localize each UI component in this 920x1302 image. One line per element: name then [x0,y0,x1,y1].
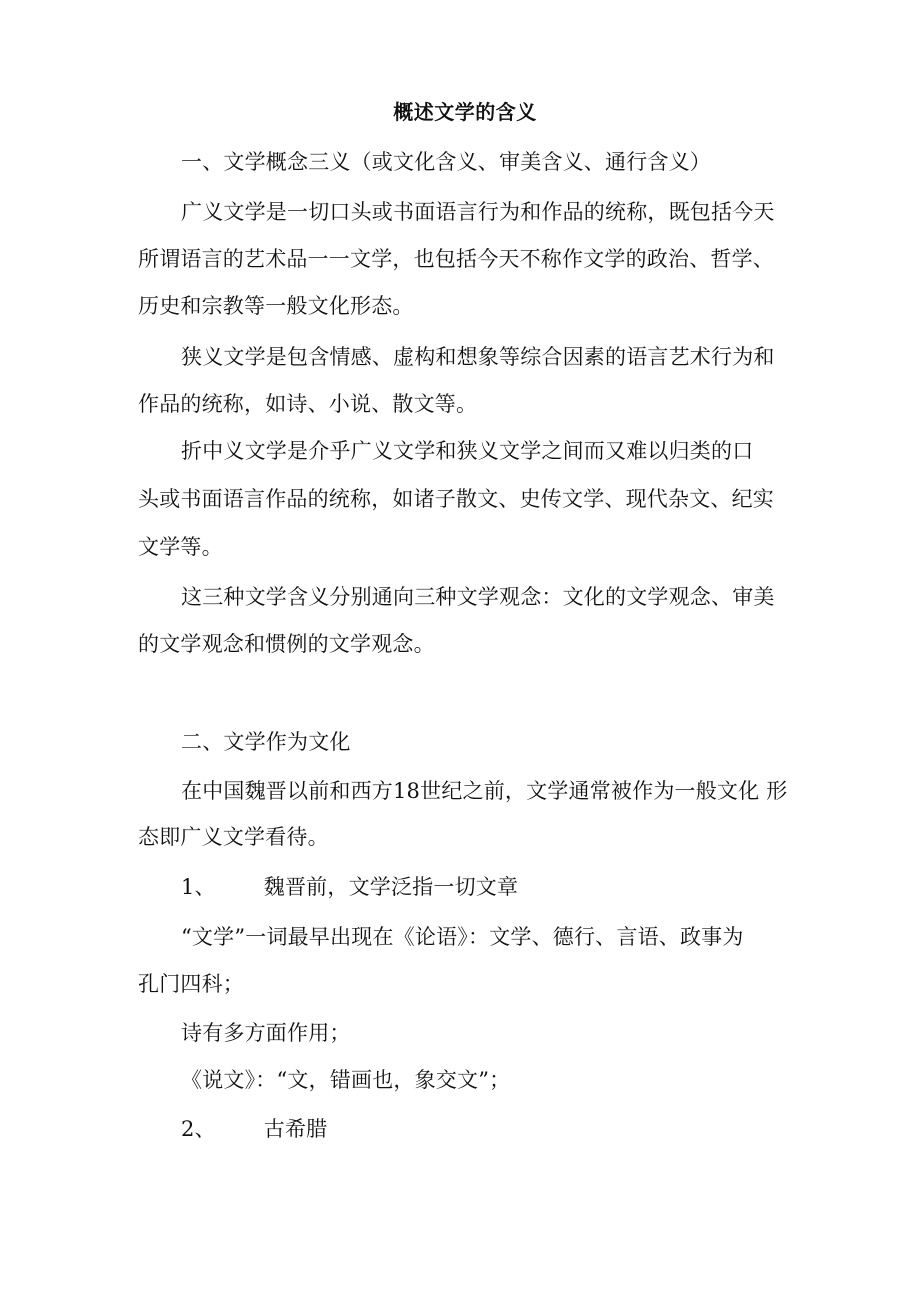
list-item-number: 2、 [181,1117,216,1141]
paragraph-line: 这三种文学含义分别通向三种文学观念：文化的文学观念、审美 [181,585,775,609]
paragraph-line: 作品的统称，如诗、小说、散文等。 [138,392,478,416]
paragraph-line: 孔门四科； [138,972,244,996]
paragraph-line: 在中国魏晋以前和西方18世纪之前，文学通常被作为一般文化 形 [181,779,788,803]
paragraph-line: 头或书面语言作品的统称，如诸子散文、史传文学、现代杂文、纪实 [138,487,774,511]
section1-heading: 一、文学概念三义（或文化含义、审美含义、通行含义） [181,150,711,174]
list-item-text: 魏晋前，文学泛指一切文章 [263,875,519,899]
paragraph-line: 诗有多方面作用； [181,1021,351,1045]
paragraph-line: 广义文学是一切口头或书面语言行为和作品的统称，既包括今天 [181,200,775,224]
paragraph-line: 态即广义文学看待。 [138,825,329,849]
paragraph-line: 所谓语言的艺术品一一文学，也包括今天不称作文学的政治、哲学、 [138,247,774,271]
list-item-text: 古希腊 [263,1117,328,1141]
list-item-number: 1、 [181,875,216,899]
paragraph-line: 《说文》：“文，错画也，象交文”； [181,1068,511,1092]
list-item-2 [181,1115,327,1143]
paragraph-line: 历史和宗教等一般文化形态。 [138,294,414,318]
paragraph-line: 文学等。 [138,535,223,559]
section2-heading: 二、文学作为文化 [181,730,351,754]
paragraph-line: 的文学观念和惯例的文学观念。 [138,632,435,656]
paragraph-line: 狭义文学是包含情感、虚构和想象等综合因素的语言艺术行为和 [181,345,775,369]
paragraph-line: “文学”一词最早出现在《论语》：文学、德行、言语、政事为 [181,925,744,949]
document-title: 概述文学的含义 [393,100,537,124]
list-item-1 [181,873,518,901]
paragraph-line: 折中义文学是介乎广义文学和狭义文学之间而又难以归类的口 [181,439,754,463]
